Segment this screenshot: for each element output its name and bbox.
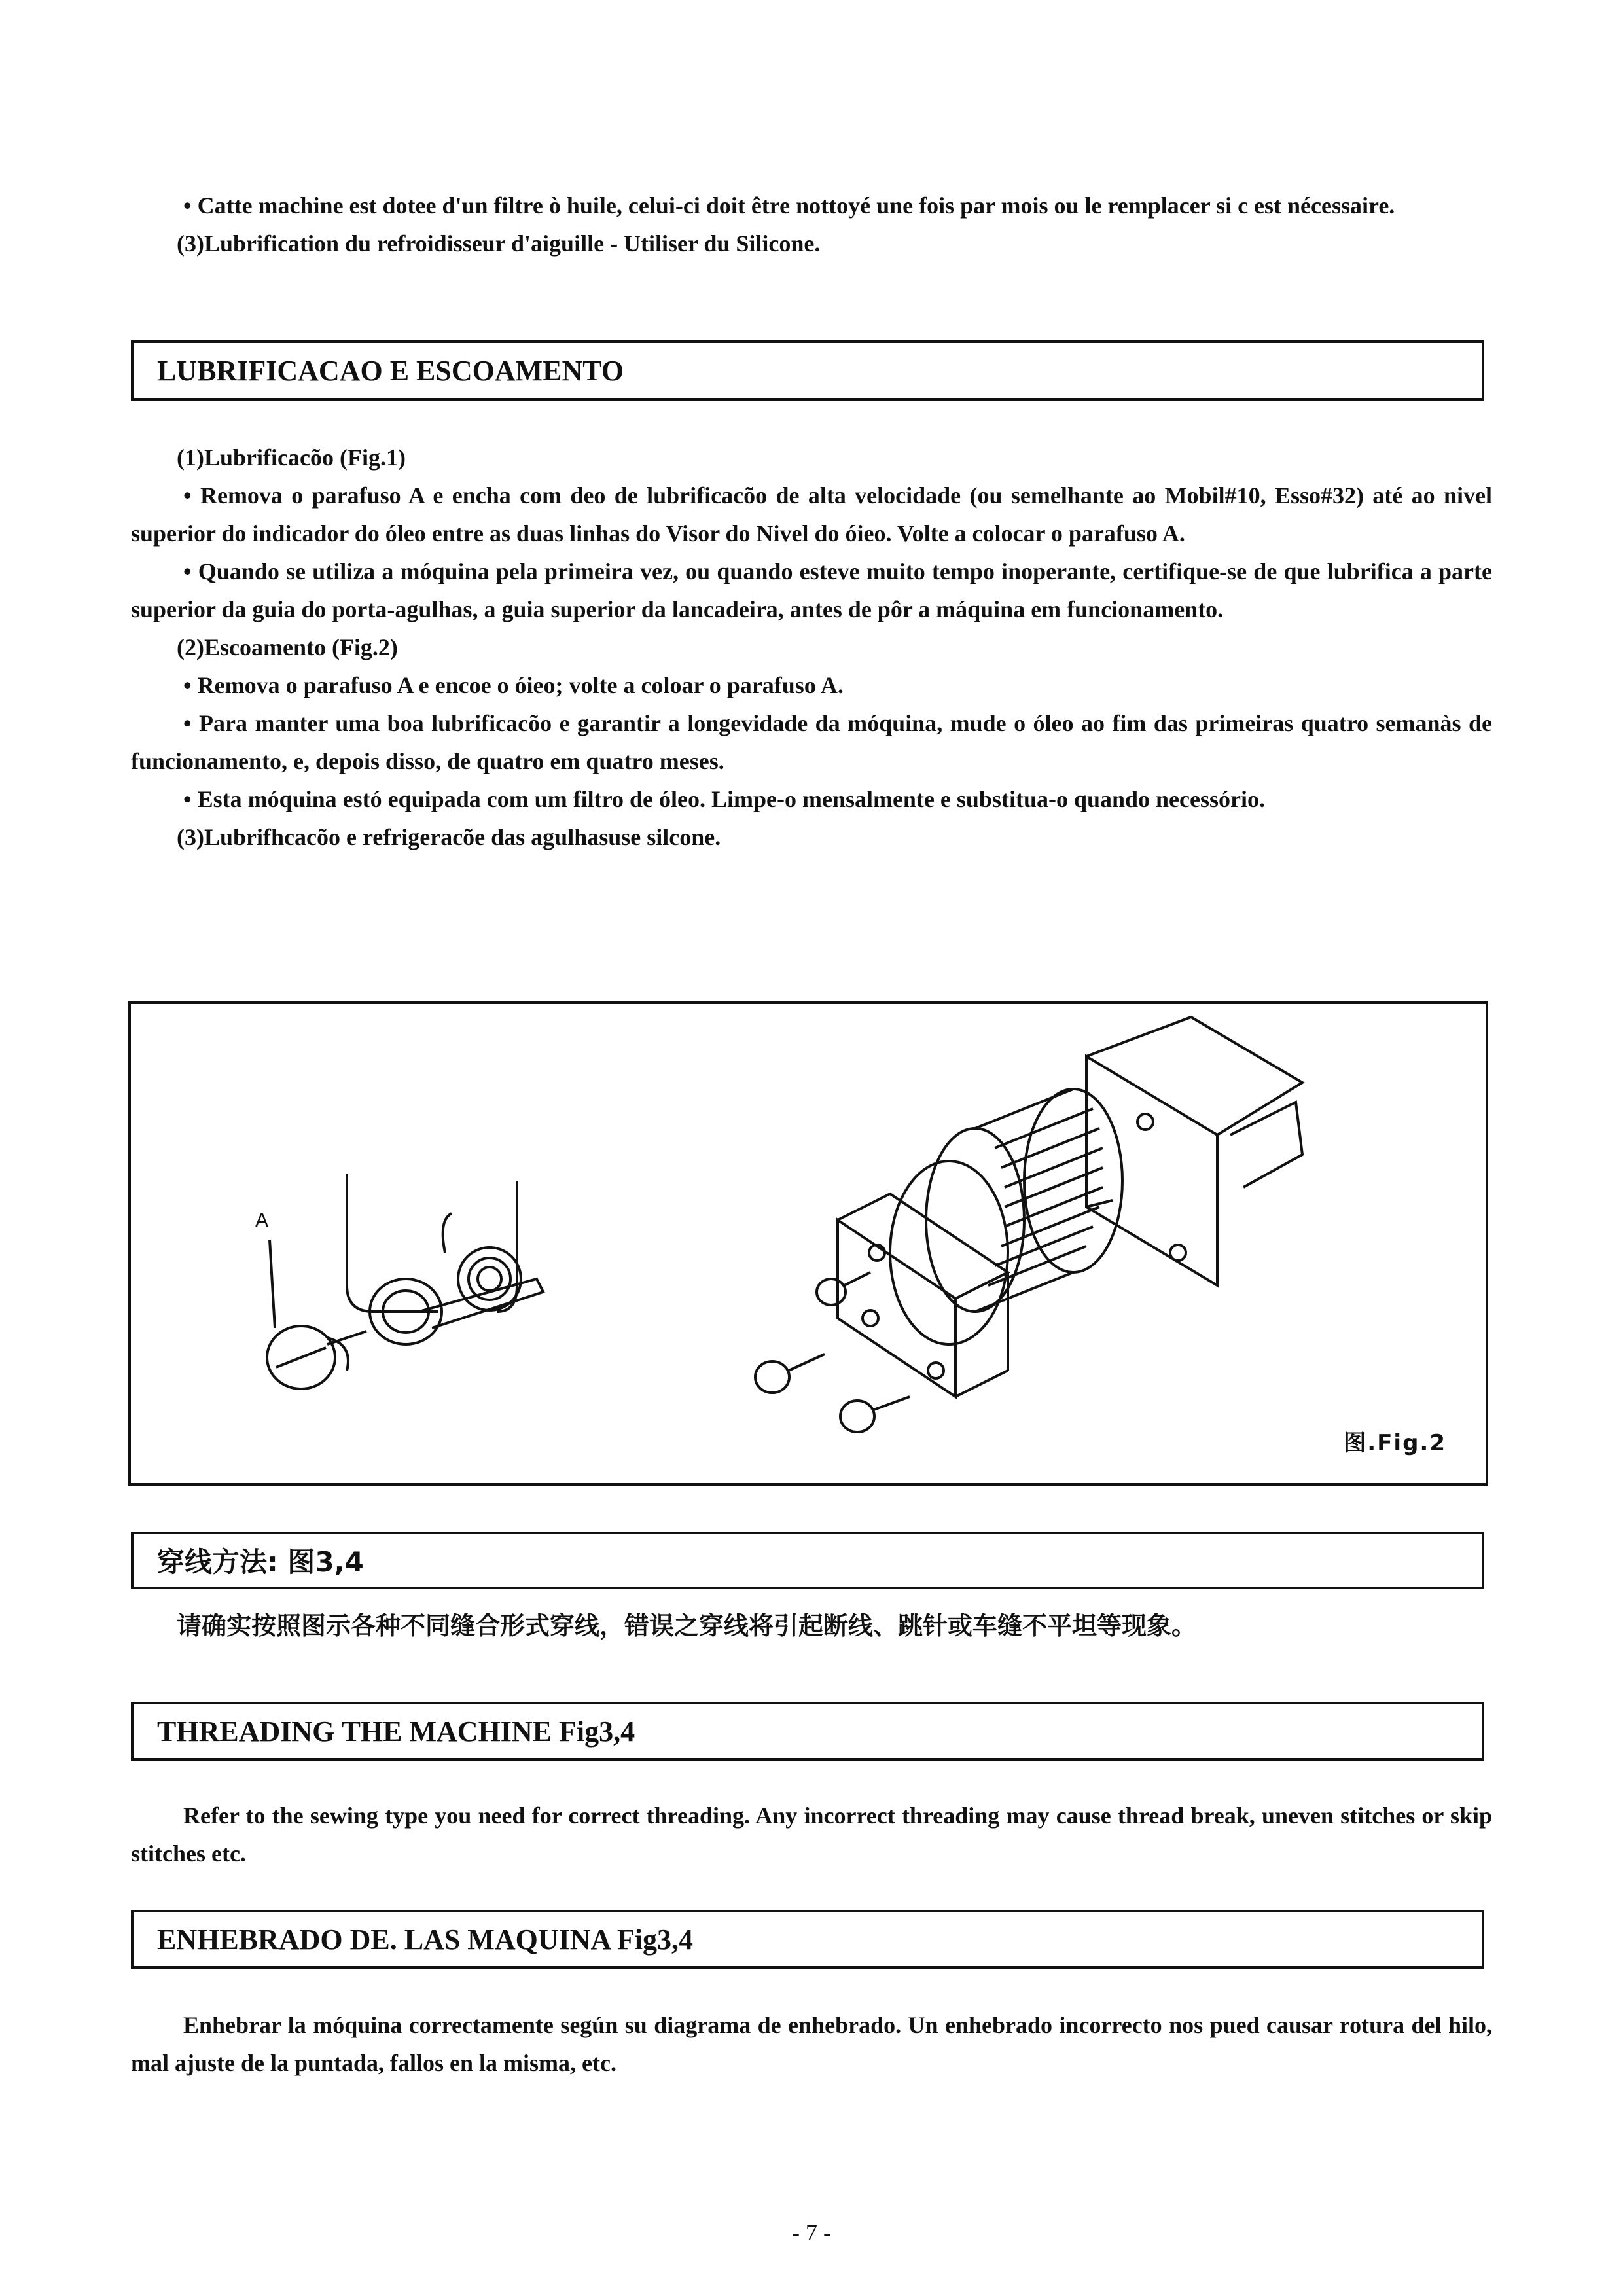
portuguese-lubrication-subheading: (1)Lubrificacõo (Fig.1) bbox=[177, 444, 406, 471]
english-heading-box bbox=[131, 1702, 1484, 1761]
spanish-instructions: Enhebrar la móquina correctamente según su diagrama de enhebrado. Un enhebrado incorrecto nos pued causar rotura del hilo, mal ajuste de la puntada, fallos en la misma, etc. bbox=[131, 2012, 1492, 2076]
page-number: - 7 - bbox=[792, 2219, 831, 2246]
portuguese-section bbox=[131, 439, 1492, 856]
portuguese-cooling-subheading: (3)Lubrifhcacõo e refrigeracõe das agulhasuse silcone. bbox=[177, 824, 721, 850]
oil-filter-drawing bbox=[755, 1017, 1302, 1432]
figure-2-box bbox=[128, 1001, 1488, 1486]
oil-filter-illustration bbox=[131, 1004, 1486, 1483]
spanish-section bbox=[131, 2006, 1492, 2082]
french-section bbox=[131, 187, 1492, 262]
portuguese-paragraph-2: • Quando se utiliza a móquina pela primeira vez, ou quando esteve muito tempo inoperante, certifique-se de que lubrifica a parte superior da guia do porta-agulhas, a guia superior da lancadeira, antes de pôr a máquina em funcionamento. bbox=[131, 558, 1492, 622]
figure-2-caption: 图.Fig.2 bbox=[1344, 1430, 1446, 1456]
spanish-heading: ENHEBRADO DE. LAS MAQUINA Fig3,4 bbox=[157, 1923, 693, 1956]
english-heading: THREADING THE MACHINE Fig3,4 bbox=[157, 1715, 635, 1748]
spanish-heading-box bbox=[131, 1910, 1484, 1969]
english-section bbox=[131, 1797, 1492, 1873]
french-filter-paragraph: • Catte machine est dotee d'un filtre ò huile, celui-ci doit être nottoyé une fois par mois ou le remplacer si c est nécessaire. bbox=[183, 192, 1395, 219]
screw-a-drawing bbox=[267, 1174, 543, 1389]
portuguese-drain-subheading: (2)Escoamento (Fig.2) bbox=[177, 634, 398, 660]
portuguese-paragraph-3: • Remova o parafuso A e encoe o óieo; volte a coloar o parafuso A. bbox=[183, 672, 844, 698]
label-a: A bbox=[255, 1210, 269, 1231]
chinese-heading: 穿线方法: 图3,4 bbox=[157, 1546, 364, 1578]
french-needle-lubrication: (3)Lubrification du refroidisseur d'aiguille - Utiliser du Silicone. bbox=[177, 230, 821, 257]
english-instructions: Refer to the sewing type you need for correct threading. Any incorrect threading may cause thread break, uneven stitches or skip stitches etc. bbox=[131, 1803, 1492, 1867]
portuguese-paragraph-1: • Remova o parafuso A e encha com deo de lubrificacõo de alta velocidade (ou semelhante ao Mobil#10, Esso#32) até ao nivel superior do indicador do óleo entre as duas linhas do Visor do Nivel do óieo. Volte a colocar o parafuso A. bbox=[131, 482, 1492, 547]
portuguese-heading: LUBRIFICACAO E ESCOAMENTO bbox=[157, 354, 624, 387]
portuguese-paragraph-5: • Esta móquina estó equipada com um filtro de óleo. Limpe-o mensalmente e substitua-o quando necessório. bbox=[183, 786, 1265, 812]
chinese-heading-box bbox=[131, 1532, 1484, 1589]
chinese-instructions: 请确实按照图示各种不同缝合形式穿线，错误之穿线将引起断线、跳针或车缝不平坦等现象。 bbox=[177, 1611, 1197, 1640]
chinese-section bbox=[177, 1607, 1486, 1645]
portuguese-heading-box bbox=[131, 340, 1484, 401]
portuguese-paragraph-4: • Para manter uma boa lubrificacõo e garantir a longevidade da móquina, mude o óleo ao fim das primeiras quatro semanàs de funcionamento, e, depois disso, de quatro em quatro meses. bbox=[131, 710, 1492, 774]
